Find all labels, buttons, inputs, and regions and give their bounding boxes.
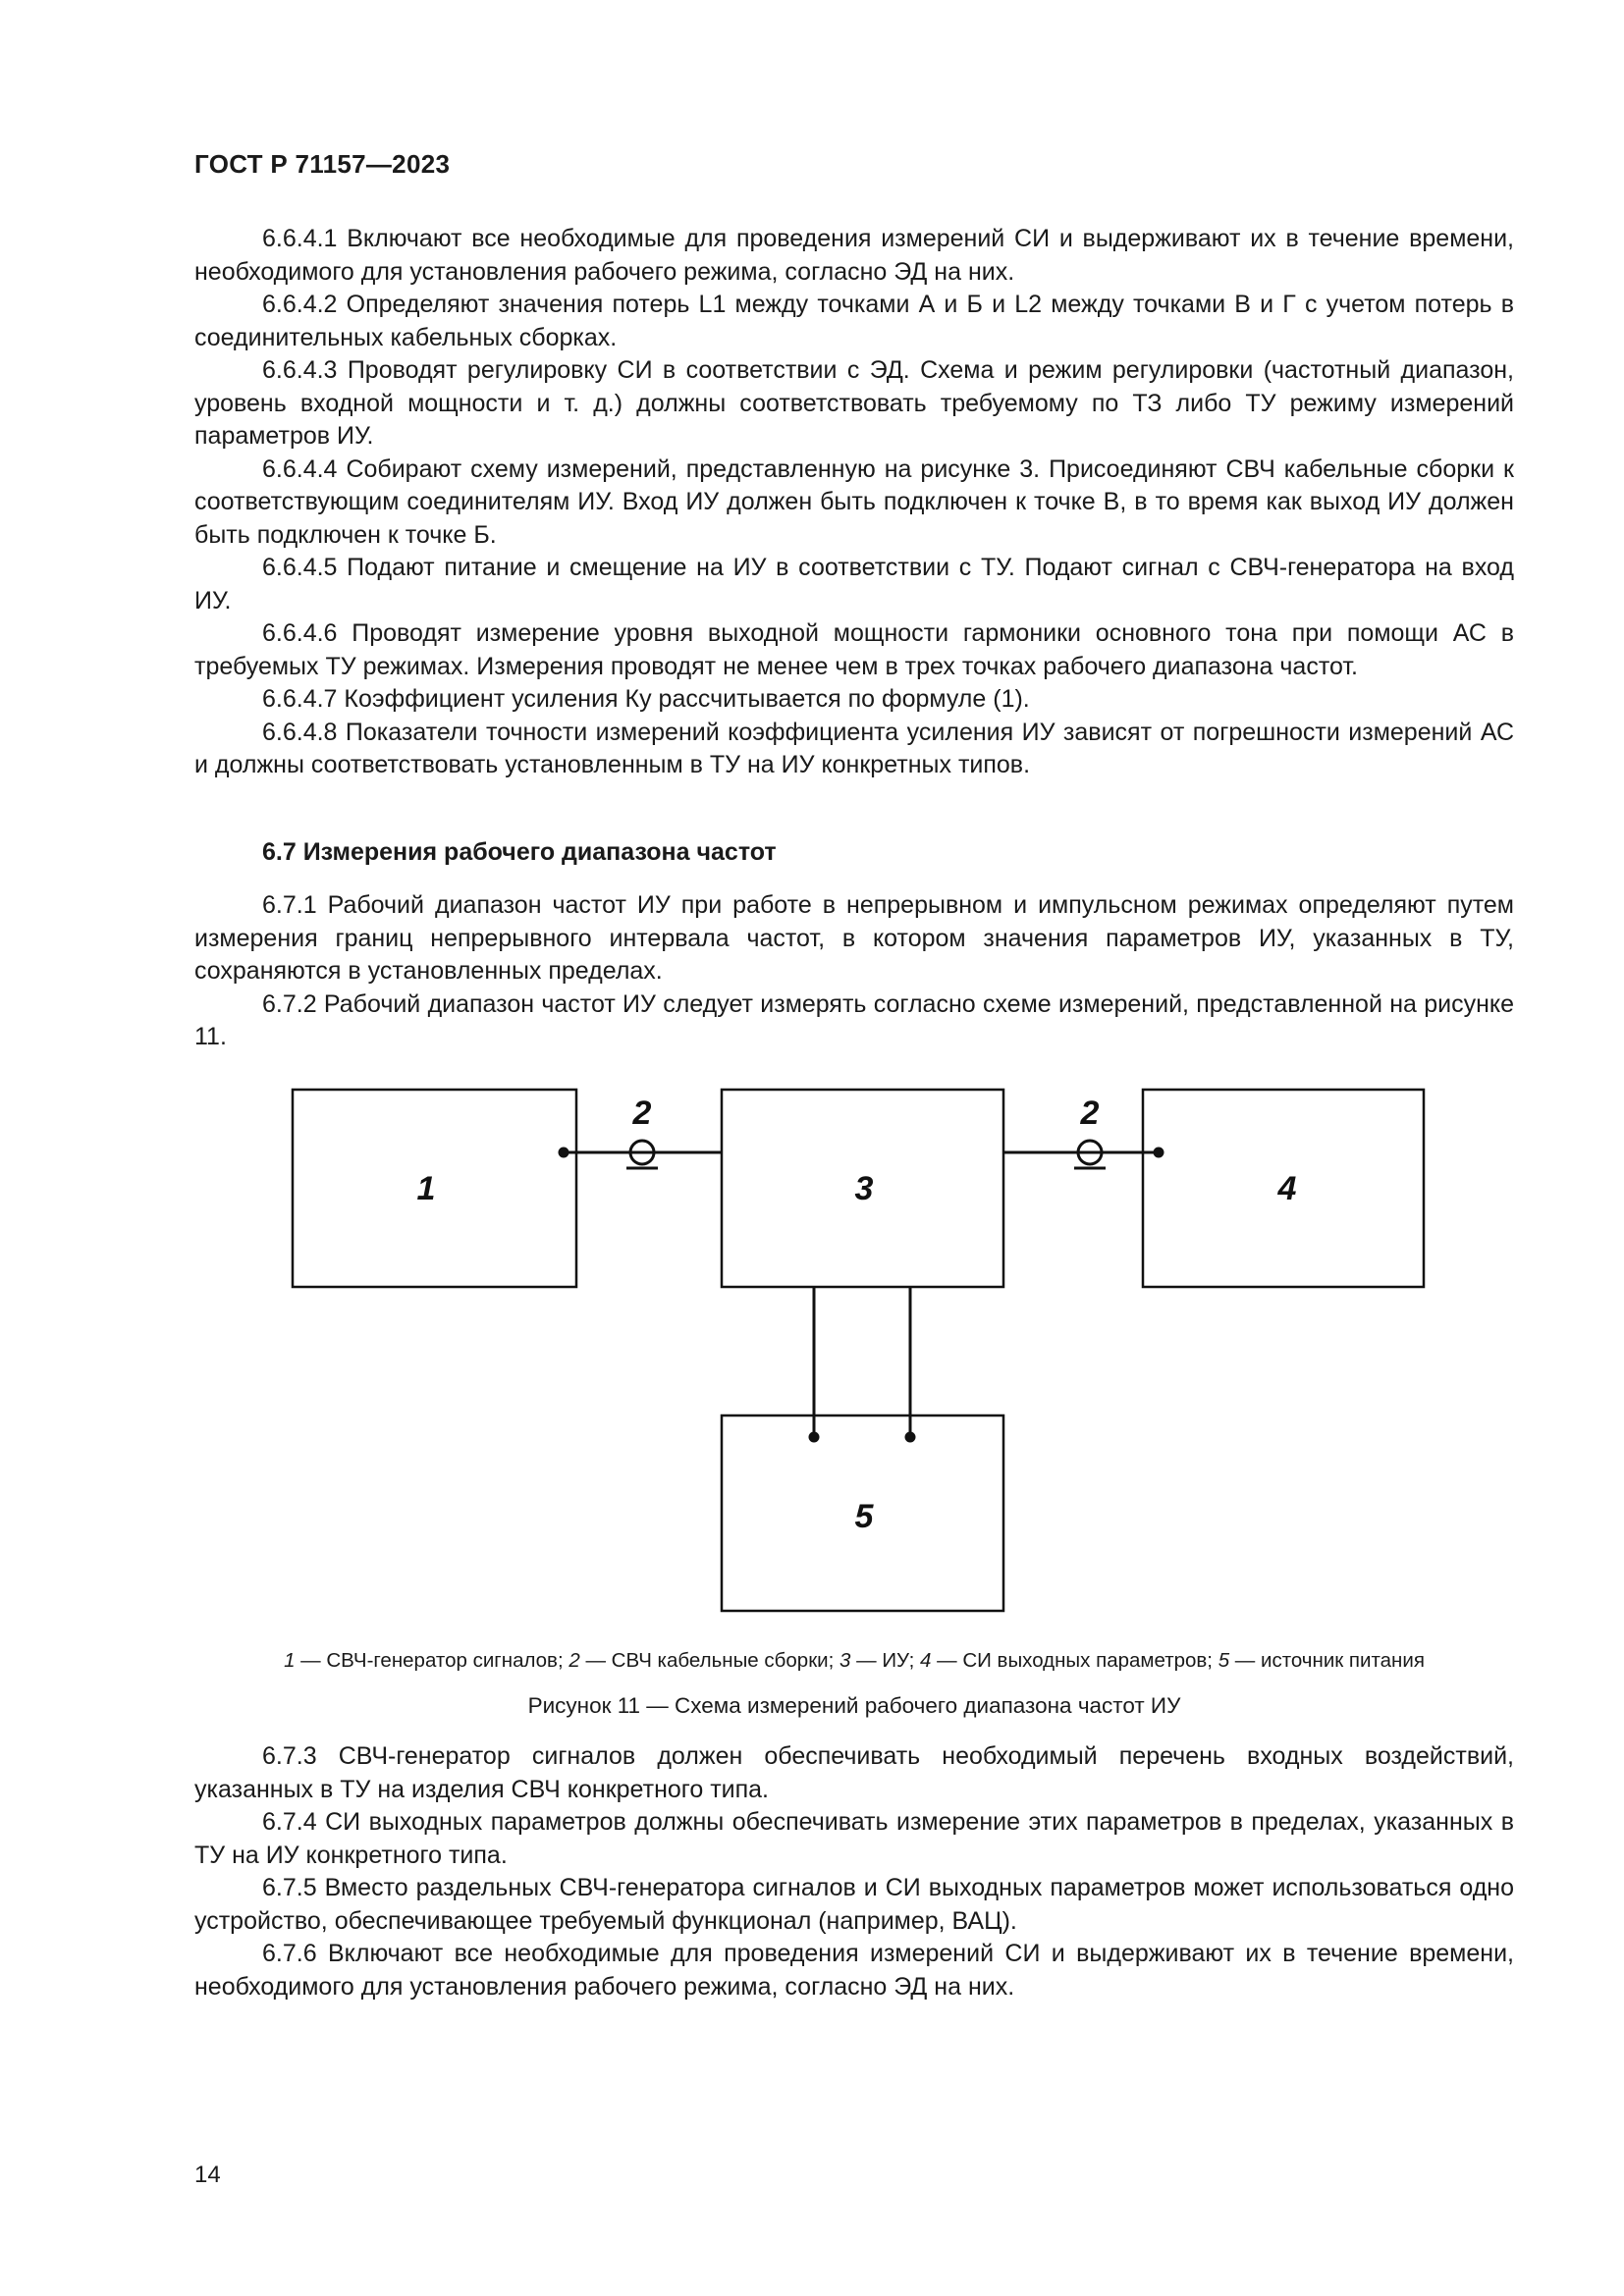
paragraph: 6.7.3 СВЧ-генератор сигналов должен обеспечивать необходимый перечень входных воздействий, указанных в ТУ на изделия СВЧ конкретного типа. [194, 1742, 1514, 1803]
legend-text: — СВЧ кабельные сборки; [579, 1649, 840, 1672]
legend-number: 4 [920, 1649, 932, 1672]
paragraph: 6.7.1 Рабочий диапазон частот ИУ при работе в непрерывном и импульсном режимах определяют путем измерения границ непрерывного интервала частот, в котором значения параметров ИУ, указанных в ТУ, сохраняются в установленных пределах. [194, 891, 1514, 985]
paragraphs-6-7 [194, 889, 1514, 1054]
paragraph: 6.6.4.6 Проводят измерение уровня выходной мощности гармоники основного тона при помощи АС в требуемых ТУ режимах. Измерения проводят не менее чем в трех точках рабочего диапазона частот. [194, 619, 1514, 680]
paragraph: 6.6.4.8 Показатели точности измерений коэффициента усиления ИУ зависят от погрешности измерений АС и должны соответствовать установленным в ТУ на ИУ конкретных типов. [194, 718, 1514, 778]
paragraphs-6-7-3 [194, 1740, 1514, 2003]
block-4 [1143, 1090, 1424, 1287]
paragraph: 6.6.4.5 Подают питание и смещение на ИУ в соответствии с ТУ. Подают сигнал с СВЧ-генератора на вход ИУ. [194, 554, 1514, 614]
paragraph: 6.6.4.2 Определяют значения потерь L1 между точками А и Б и L2 между точками В и Г с учетом потерь в соединительных кабельных сборках. [194, 291, 1514, 351]
legend-number: 5 [1218, 1649, 1230, 1672]
legend-text: — СИ выходных параметров; [931, 1649, 1218, 1672]
block-label-4: 4 [1277, 1170, 1297, 1207]
legend-number: 3 [839, 1649, 851, 1672]
node-dot [559, 1148, 569, 1158]
paragraph: 6.7.6 Включают все необходимые для проведения измерений СИ и выдерживают их в течение времени, необходимого для установления рабочего режима, согласно ЭД на них. [194, 1940, 1514, 2001]
legend-text: — СВЧ-генератор сигналов; [295, 1649, 569, 1672]
block-1 [293, 1090, 576, 1287]
figure-caption: Рисунок 11 — Схема измерений рабочего диапазона частот ИУ [527, 1693, 1181, 1718]
cable-label: 2 [632, 1095, 652, 1132]
node-dot [1154, 1148, 1164, 1158]
block-5 [722, 1415, 1003, 1611]
paragraph: 6.7.2 Рабочий диапазон частот ИУ следует измерять согласно схеме измерений, представленной на рисунке 11. [194, 989, 1514, 1050]
block-3 [722, 1090, 1003, 1287]
document-header: ГОСТ Р 71157—2023 [194, 149, 451, 179]
node-dot [905, 1432, 916, 1443]
section-heading: 6.7 Измерения рабочего диапазона частот [262, 838, 777, 866]
legend-number: 1 [284, 1649, 296, 1672]
cable-label: 2 [1080, 1095, 1100, 1132]
legend-text: — ИУ; [850, 1649, 921, 1672]
paragraph: 6.6.4.4 Собирают схему измерений, представленную на рисунке 3. Присоединяют СВЧ кабельные сборки к соответствующим соединителям ИУ. Вход ИУ должен быть подключен к точке В, в то время как выход ИУ должен быть подключен к точке Б. [194, 454, 1514, 549]
legend-number: 2 [568, 1649, 580, 1672]
cable-connector-icon [630, 1141, 654, 1164]
paragraph: 6.6.4.1 Включают все необходимые для проведения измерений СИ и выдерживают их в течение времени, необходимого для установления рабочего режима, согласно ЭД на них. [194, 225, 1514, 286]
block-label-3: 3 [854, 1170, 874, 1207]
cable-connector-icon [1078, 1141, 1102, 1164]
figure-legend [194, 1649, 1514, 1673]
legend-text: — источник питания [1229, 1649, 1425, 1672]
paragraphs-6-6-4 [194, 223, 1514, 782]
node-dot [809, 1432, 820, 1443]
paragraph: 6.6.4.3 Проводят регулировку СИ в соответствии с ЭД. Схема и режим регулировки (частотный диапазон, уровень входной мощности и т. д.) должны соответствовать требуемому по ТЗ либо ТУ режиму измерений параметров ИУ. [194, 356, 1514, 450]
block-label-1: 1 [416, 1170, 436, 1207]
paragraph: 6.7.4 СИ выходных параметров должны обеспечивать измерение этих параметров в пределах, указанных в ТУ на ИУ конкретного типа. [194, 1808, 1514, 1869]
block-label-5: 5 [854, 1498, 874, 1535]
paragraph: 6.7.5 Вместо раздельных СВЧ-генератора сигналов и СИ выходных параметров может использоваться одно устройство, обеспечивающее требуемый функционал (например, ВАЦ). [194, 1874, 1514, 1935]
page-number: 14 [194, 2162, 221, 2188]
paragraph: 6.6.4.7 Коэффициент усиления Ку рассчитывается по формуле (1). [262, 685, 1030, 713]
